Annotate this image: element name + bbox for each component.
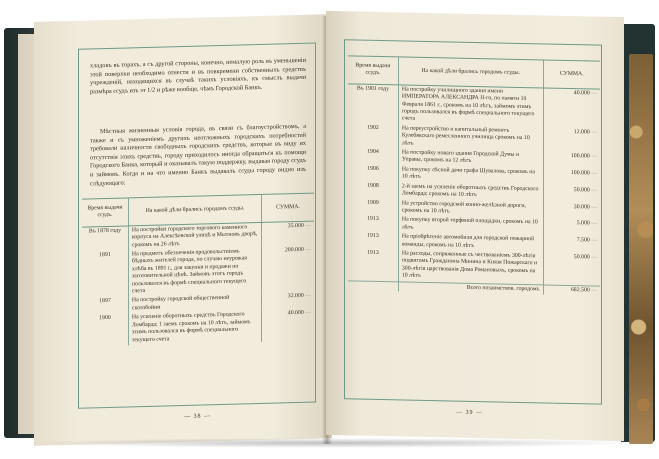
left-paragraph-2: Мѣстныя жизненныя условія города, въ связи съ благоустройствомъ, а также и съ умноженіемъ другихъ неотложныхъ городскихъ потребностей требовали наличности свободныхъ городскихъ средствъ, которые въ виду их отсутствія этихъ средствъ, городу приходилось иногда обращаться къ помощи Городского Банка, который и оказывалъ такую поддержку, выдавая городу ссудъ и займовъ. Когда и на что именно Банкъ выдавалъ ссуды городу видно изъ слѣдующаго: <box>90 122 306 187</box>
row-description: На усиленіе оборотныхъ средствъ Городского Ломбарда; 1 заемъ срокомъ на 10 лѣтъ, займомъ этимъ пользовался въ формѣ специального текущего счета <box>128 310 261 345</box>
row-description: На покупку лѣсной дачи графа Шувалова, срокомъ на 10 лѣтъ <box>398 165 543 185</box>
row-year: 1913 <box>367 249 379 256</box>
row-description: На покупку второй торфяной площадки, срокомъ на 10 лѣтъ <box>398 216 543 236</box>
row-amount: 40.000 — <box>543 88 600 129</box>
row-description: На расходы, сопряженные съ чествованіемъ 300-лѣтія подвигомъ Гражданина Минина и Князя Пожарскаго и 300-лѣтія царствованія Дома Романовыхъ, срокомъ на 10 лѣтъ <box>398 249 543 284</box>
col-sum-header: СУММА. <box>262 193 314 222</box>
loans-table-left <box>82 193 314 347</box>
row-amount: 200.000 — <box>262 246 314 294</box>
row-description: На пріобрѣтеніе автомобиля для городской пожарной команды, срокомъ на 10 лѣтъ <box>398 233 543 253</box>
row-year: 1908 <box>367 182 379 189</box>
row-year: Въ 1878 году <box>88 227 122 235</box>
col-year-header: Время выдачи ссудъ. <box>348 56 398 85</box>
row-year: 1913 <box>367 232 379 240</box>
open-book <box>4 8 655 452</box>
table-row <box>82 309 314 347</box>
row-amount: 12.000 — <box>543 127 600 152</box>
total-amount: 682.500 — <box>543 284 600 295</box>
table-row <box>348 248 600 285</box>
row-year: 1904 <box>367 148 379 156</box>
marbled-endpaper <box>629 54 653 444</box>
row-amount: 35.000 — <box>262 221 314 247</box>
row-year: 1906 <box>367 165 379 172</box>
table-row <box>82 246 314 299</box>
right-page <box>326 11 624 441</box>
row-amount: 100.000 — <box>543 168 600 186</box>
page-number-right: — 39 — <box>456 409 483 417</box>
row-description: На постройку училищного здания имени ИМПЕРАТОРА АЛЕКСАНДРА II-го, по памяти 19 Февраля 1861 г., срокомъ на 10 лѣтъ, займомъ этимъ городъ пользовался въ формѣ специального текущего счета <box>398 85 543 128</box>
col-purpose-header: На какой дѣли брались городомъ ссуды. <box>398 57 543 88</box>
row-year: 1913 <box>367 216 379 223</box>
left-page <box>34 14 332 446</box>
row-description: На постройки городского торгового каменного корпуса на Алексѣевской улицѣ и Мытновъ дворѣ, срокомъ на 26 лѣтъ <box>128 222 261 250</box>
row-amount: 7.500 — <box>543 236 600 254</box>
loans-table-right <box>348 55 600 295</box>
row-description: На предметъ обезпеченія продовольствіемъ бѣдныхъ жителей города, по случаю неурожая хлѣба въ 1891 г., для закупки и продажи по заготовительной цѣнѣ. Займовъ этотъ городъ пользовался въ формѣ специального текущего счета <box>128 247 261 297</box>
row-amount: 50.000 — <box>543 185 600 203</box>
row-description: На постройку городской общественной скотобойни <box>128 293 261 313</box>
col-sum-header: СУММА. <box>543 60 600 89</box>
book-shadow <box>24 438 644 448</box>
row-year: Въ 1901 году <box>356 85 390 93</box>
table-row <box>348 84 600 129</box>
col-purpose-header: На какой дѣли брались городомъ ссуды. <box>128 194 261 225</box>
row-description: На переустройство и капитальный ремонтъ Кулебякскаго ремесленного училища срокомъ на 10 лѣтъ <box>398 124 543 151</box>
row-amount: 30.000 — <box>543 202 600 220</box>
col-year-header: Время выдачи ссудъ. <box>82 198 128 227</box>
row-year: 1900 <box>99 315 111 322</box>
row-amount: 5.000 — <box>543 219 600 237</box>
row-year: 1891 <box>99 251 111 259</box>
row-year: 1909 <box>367 199 379 206</box>
page-number-left: — 38 — <box>184 413 211 420</box>
book-cover-right <box>621 24 655 442</box>
row-amount: 32.000 — <box>262 292 314 310</box>
row-description: На устройство городской конно-желѣзной дороги, срокомъ на 10 лѣтъ <box>398 199 543 219</box>
left-paragraph-1: хладокъ въ торахъ, а съ другой стороны, конечно, немалую роль въ уменьшеніи этой поверхки необходимо отнести и въ повкремени собственныхъ средствъ учрежденій, находящихся въ случаѣ такихъ условіяхъ, къ смыслъ выдачи размѣра ссудъ изъ эт 1/2 и рѣже вообще, чѣмъ Городской Банкъ. <box>90 56 306 96</box>
row-year: 1902 <box>367 124 379 131</box>
row-year: 1897 <box>99 298 111 305</box>
row-amount: 100.000 — <box>543 151 600 169</box>
row-amount: 50.000 — <box>543 252 600 285</box>
row-description: 2-й заемъ на усиленіе оборотныхъ средствъ Городского Ломбарда; срокомъ на 10 лѣтъ <box>398 182 543 202</box>
row-amount: 40.000 — <box>262 309 314 342</box>
total-label: Всего позаимствов. городомъ <box>398 281 543 294</box>
row-description: На постройку новаго здания Городской Думы и Управы, срокомъ на 12 лѣтъ <box>398 148 543 168</box>
